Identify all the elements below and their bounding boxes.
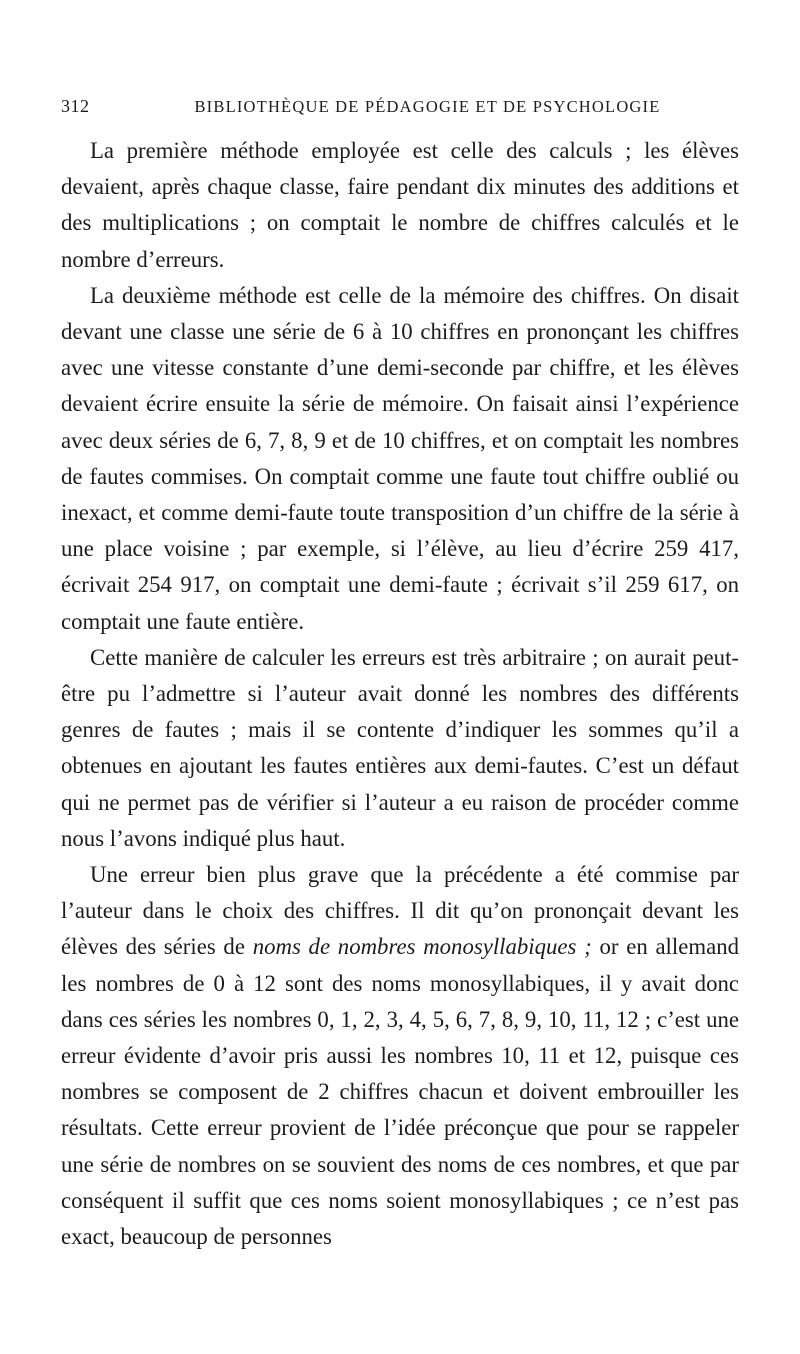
body-text xyxy=(61,133,739,1255)
paragraph-choice-of-digits xyxy=(61,857,739,1255)
page-number: 312 xyxy=(61,96,90,116)
paragraph-first-method: La première méthode employée est celle des calculs ; les élèves devaient, après chaque classe, faire pendant dix minutes des additions et des multiplications ; on comptait le nombre de chiffres calculés et le nombre d’erreurs. xyxy=(61,138,739,272)
paragraph-error-calculation: Cette manière de calculer les erreurs est très arbitraire ; on aurait peut-être pu l’admettre si l’auteur avait donné les nombres des différents genres de fautes ; mais il se contente d’indiquer les sommes qu’il a obtenues en ajoutant les fautes entières aux demi-fautes. C’est un défaut qui ne permet pas de vérifier si l’auteur a eu raison de procéder comme nous l’avons indiqué plus haut. xyxy=(61,644,739,851)
paragraph-text-before-italic: Une erreur bien plus grave que la précédente a été commise par l’auteur dans le choix des chiffres. Il dit qu’on prononçait devant les élèves des séries de xyxy=(61,862,739,960)
running-title: BIBLIOTHÈQUE DE PÉDAGOGIE ET DE PSYCHOLOGIE xyxy=(194,97,661,116)
running-header xyxy=(61,96,739,126)
book-page xyxy=(61,96,739,1255)
paragraph-second-method: La deuxième méthode est celle de la mémoire des chiffres. On disait devant une classe une série de 6 à 10 chiffres en prononçant les chiffres avec une vitesse constante d’une demi-seconde par chiffre, et les élèves devaient écrire ensuite la série de mémoire. On faisait ainsi l’expérience avec deux séries de 6, 7, 8, 9 et de 10 chiffres, et on comptait les nombres de fautes commises. On comptait comme une faute tout chiffre oublié ou inexact, et comme demi-faute toute transposition d’un chiffre de la série à une place voisine ; par exemple, si l’élève, au lieu d’écrire 259 417, écrivait 254 917, on comptait une demi-faute ; écrivait s’il 259 617, on comptait une faute entière. xyxy=(61,282,739,634)
italic-phrase: noms de nombres monosyllabiques ; xyxy=(252,934,592,960)
paragraph-text-after-italic: or en allemand les nombres de 0 à 12 sont des noms monosyllabiques, il y avait donc dans ces séries les nombres 0, 1, 2, 3, 4, 5, 6, 7, 8, 9, 10, 11, 12 ; c’est une erreur évidente d’avoir pris aussi les nombres 10, 11 et 12, puisque ces nombres se composent de 2 chiffres chacun et doivent embrouiller les résultats. Cette erreur provient de l’idée préconçue que pour se rappeler une série de nombres on se souvient des noms de ces nombres, et que par conséquent il suffit que ces noms soient monosyllabiques ; ce n’est pas exact, beaucoup de personnes xyxy=(61,934,739,1250)
